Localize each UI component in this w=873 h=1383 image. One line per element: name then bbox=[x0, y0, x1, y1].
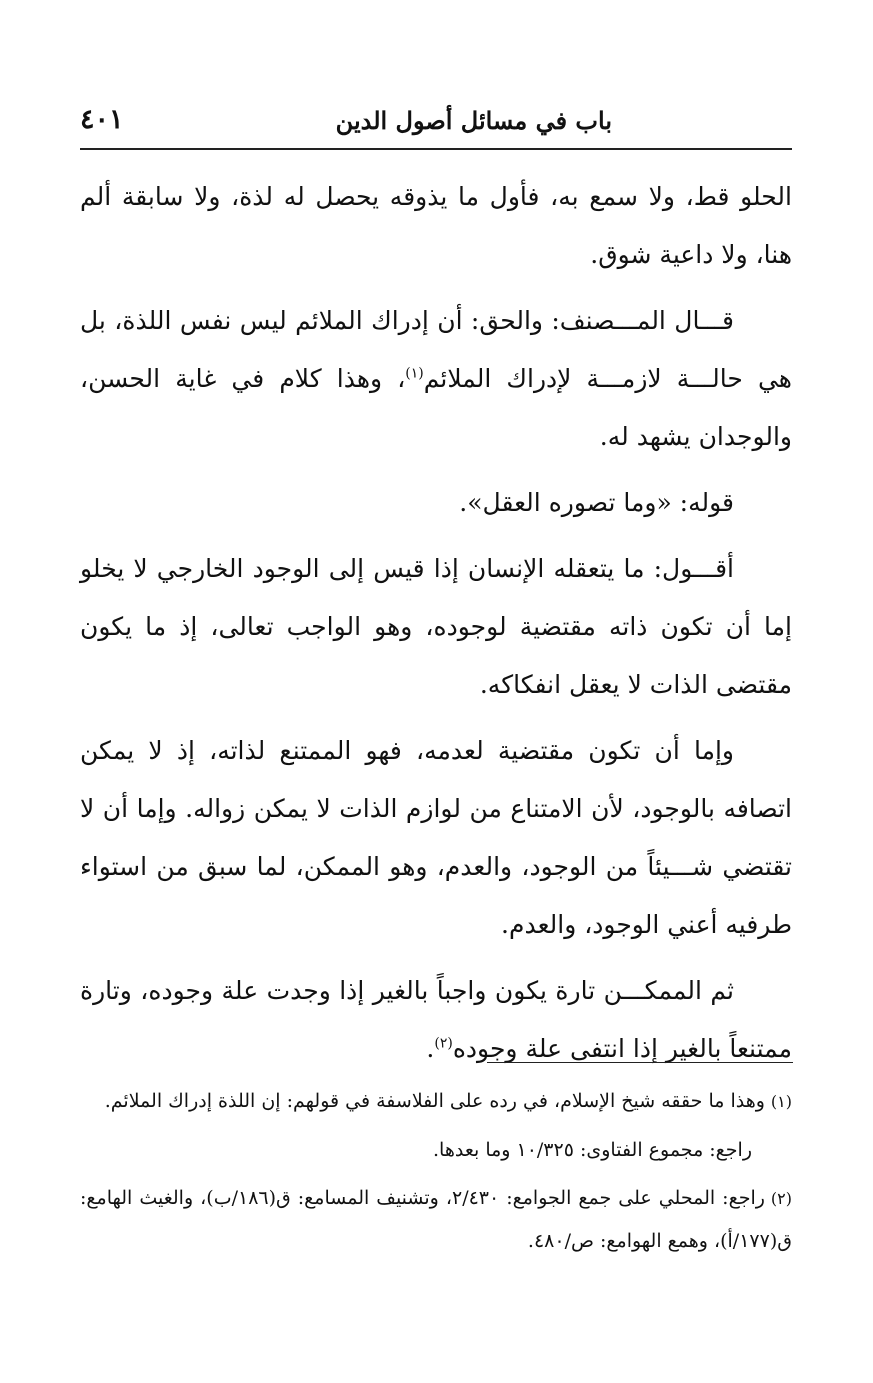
paragraph-3 bbox=[80, 474, 792, 532]
footnote-1-reference: راجع: مجموع الفتاوى: ١٠/٣٢٥ وما بعدها. bbox=[433, 1139, 752, 1161]
page-header bbox=[80, 100, 792, 146]
paragraph-2-text-b: ، وهذا كلام في غاية الحسن، والوجدان يشهد له. bbox=[80, 364, 792, 451]
paragraph-3-text: قوله: «وما تصوره العقل». bbox=[459, 488, 734, 517]
footnote-ref-1[interactable]: (١) bbox=[405, 365, 424, 382]
footnotes bbox=[80, 1080, 792, 1268]
paragraph-4-text: أقـــول: ما يتعقله الإنسان إذا قيس إلى الوجود الخارجي لا يخلو إما أن تكون ذاته مقتضية لوجوده، وهو الواجب تعالى، إذ ما يكون مقتضى الذات لا يعقل انفكاكه. bbox=[80, 554, 792, 699]
footnote-divider bbox=[487, 1062, 793, 1063]
paragraph-6-text-b: . bbox=[426, 1034, 435, 1063]
paragraph-6-text-a: ثم الممكـــن تارة يكون واجباً بالغير إذا وجدت علة وجوده، وتارة ممتنعاً بالغير إذا انتفى علة وجوده bbox=[80, 976, 792, 1063]
main-text bbox=[80, 168, 792, 1086]
footnote-1-continuation bbox=[80, 1129, 792, 1171]
paragraph-5-text: وإما أن تكون مقتضية لعدمه، فهو الممتنع لذاته، إذ لا يمكن اتصافه بالوجود، لأن الامتناع من لوازم الذات لا يمكن زواله. وإما أن لا تقتضي شـــيئاً من الوجود، والعدم، وهو الممكن، لما سبق من استواء طرفيه أعني الوجود، والعدم. bbox=[80, 736, 792, 939]
footnote-ref-2[interactable]: (٢) bbox=[434, 1035, 453, 1052]
paragraph-6 bbox=[80, 962, 792, 1078]
page-number: ٤٠١ bbox=[80, 104, 124, 135]
footnote-1 bbox=[80, 1080, 792, 1123]
footnote-1-number: (١) bbox=[770, 1092, 792, 1111]
paragraph-1-text: الحلو قط، ولا سمع به، فأول ما يذوقه يحصل له لذة، ولا سابقة ألم هنا، ولا داعية شوق. bbox=[80, 182, 792, 269]
running-title: باب في مسائل أصول الدين bbox=[335, 106, 612, 135]
paragraph-4 bbox=[80, 540, 792, 714]
header-divider bbox=[80, 148, 792, 150]
paragraph-1 bbox=[80, 168, 792, 284]
paragraph-5 bbox=[80, 722, 792, 954]
paragraph-2-text-a: قـــال المـــصنف: والحق: أن إدراك الملائم ليس نفس اللذة، بل هي حالـــة لازمـــة لإدراك الملائم bbox=[80, 306, 792, 393]
paragraph-2 bbox=[80, 292, 792, 466]
footnote-2 bbox=[80, 1177, 792, 1262]
footnote-2-number: (٢) bbox=[770, 1189, 792, 1208]
footnote-1-text: وهذا ما حققه شيخ الإسلام، في رده على الفلاسفة في قولهم: إن اللذة إدراك الملائم. bbox=[104, 1090, 765, 1112]
footnote-2-text: راجع: المحلي على جمع الجوامع: ٢/٤٣٠، وتشنيف المسامع: ق(١٨٦/ب)، والغيث الهامع: ق(١٧٧/أ)، وهمع الهوامع: ص/٤٨٠. bbox=[80, 1187, 792, 1252]
